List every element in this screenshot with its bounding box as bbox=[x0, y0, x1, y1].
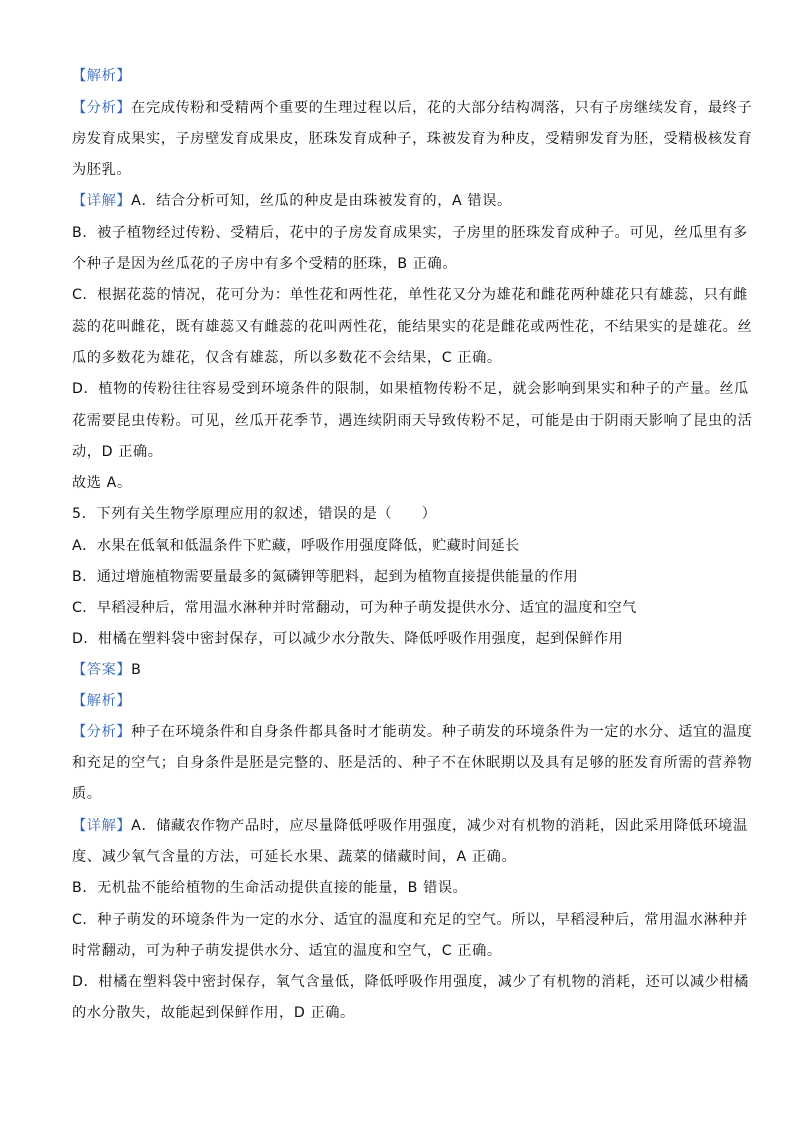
xiangjie-tag: 【详解】 bbox=[72, 818, 132, 834]
answer-line bbox=[72, 660, 142, 680]
answer-tag: 【答案】 bbox=[72, 662, 132, 678]
option-c-explanation: 蕊的花叫雌花，既有雄蕊又有雌蕊的花叫两性花，能结果实的花是雌花或两性花，不结果实的是雄花。丝 bbox=[72, 319, 753, 335]
question-5-stem: 5．下列有关生物学原理应用的叙述，错误的是（ ） bbox=[72, 506, 437, 522]
option-d-explanation: D．植物的传粉往往容易受到环境条件的限制，如果植物传粉不足，就会影响到果实和种子的产量。丝瓜 bbox=[72, 381, 749, 397]
question-5-option-c: C．早稻浸种后，常用温水淋种并时常翻动，可为种子萌发提供水分、适宜的温度和空气 bbox=[72, 600, 637, 616]
question-5-option-a: A．水果在低氧和低温条件下贮藏，呼吸作用强度降低，贮藏时间延长 bbox=[72, 538, 520, 554]
option-d-explanation: 花需要昆虫传粉。可见，丝瓜开花季节，遇连续阴雨天导致传粉不足，可能是由于阴雨天影响了昆虫的活 bbox=[72, 413, 753, 429]
jiexi-heading: 【解析】 bbox=[72, 693, 132, 709]
option-c-explanation: C．根据花蕊的情况，花可分为：单性花和两性花，单性花又分为雄花和雌花两种雄花只有雄蕊，只有雌 bbox=[72, 287, 748, 303]
conclusion: 故选 A。 bbox=[72, 475, 132, 491]
option-b-explanation: B．被子植物经过传粉、受精后，花中的子房发育成果实，子房里的胚珠发育成种子。可见，丝瓜里有多 bbox=[72, 225, 748, 241]
option-c-explanation: C．种子萌发的环境条件为一定的水分、适宜的温度和充足的空气。所以，早稻浸种后，常用温水淋种并 bbox=[72, 912, 748, 928]
option-d-explanation: 的水分散失，故能起到保鲜作用，D 正确。 bbox=[72, 1005, 355, 1021]
fenxi-paragraph-line: 为胚乳。 bbox=[72, 162, 132, 178]
answer-value: B bbox=[131, 662, 142, 678]
jiexi-heading: 【解析】 bbox=[72, 68, 132, 84]
question-5-option-b: B．通过增施植物需要量最多的氮磷钾等肥料，起到为植物直接提供能量的作用 bbox=[72, 569, 579, 585]
fenxi-paragraph-line: 【分析】在完成传粉和受精两个重要的生理过程以后，花的大部分结构凋落，只有子房继续发育，最终子 bbox=[72, 100, 753, 116]
fenxi-paragraph-line: 房发育成果实，子房壁发育成果皮，胚珠发育成种子，珠被发育为种皮，受精卵发育为胚，受精极核发育 bbox=[72, 131, 753, 147]
fenxi-tag: 【分析】 bbox=[72, 724, 132, 740]
question-5-option-d: D．柑橘在塑料袋中密封保存，可以减少水分散失、降低呼吸作用强度，起到保鲜作用 bbox=[72, 631, 624, 647]
xiangjie-line-a: 【详解】A．储藏农作物产品时，应尽量降低呼吸作用强度，减少对有机物的消耗，因此采用降低环境温 bbox=[72, 818, 748, 834]
option-b-explanation: B．无机盐不能给植物的生命活动提供直接的能量，B 错误。 bbox=[72, 880, 468, 896]
fenxi-paragraph-line: 【分析】种子在环境条件和自身条件都具备时才能萌发。种子萌发的环境条件为一定的水分、适宜的温度 bbox=[72, 724, 753, 740]
xiangjie-tag: 【详解】 bbox=[72, 193, 132, 209]
fenxi-paragraph-line: 质。 bbox=[72, 786, 102, 802]
option-b-explanation: 个种子是因为丝瓜花的子房中有多个受精的胚珠，B 正确。 bbox=[72, 256, 458, 272]
option-d-explanation: 动，D 正确。 bbox=[72, 444, 163, 460]
option-c-explanation: 时常翻动，可为种子萌发提供水分、适宜的温度和空气，C 正确。 bbox=[72, 943, 502, 959]
option-c-explanation: 瓜的多数花为雄花，仅含有雄蕊，所以多数花不会结果，C 正确。 bbox=[72, 350, 502, 366]
xiangjie-line-a: 【详解】A．结合分析可知，丝瓜的种皮是由珠被发育的，A 错误。 bbox=[72, 193, 512, 209]
option-d-explanation: D．柑橘在塑料袋中密封保存，氧气含量低，降低呼吸作用强度，减少了有机物的消耗，还可以减少柑橘 bbox=[72, 974, 749, 990]
fenxi-tag: 【分析】 bbox=[72, 100, 132, 116]
option-a-explanation: 度、减少氧气含量的方法，可延长水果、蔬菜的储藏时间，A 正确。 bbox=[72, 849, 517, 865]
fenxi-paragraph-line: 和充足的空气；自身条件是胚是完整的、胚是活的、种子不在休眠期以及具有足够的胚发育所需的营养物 bbox=[72, 755, 753, 771]
